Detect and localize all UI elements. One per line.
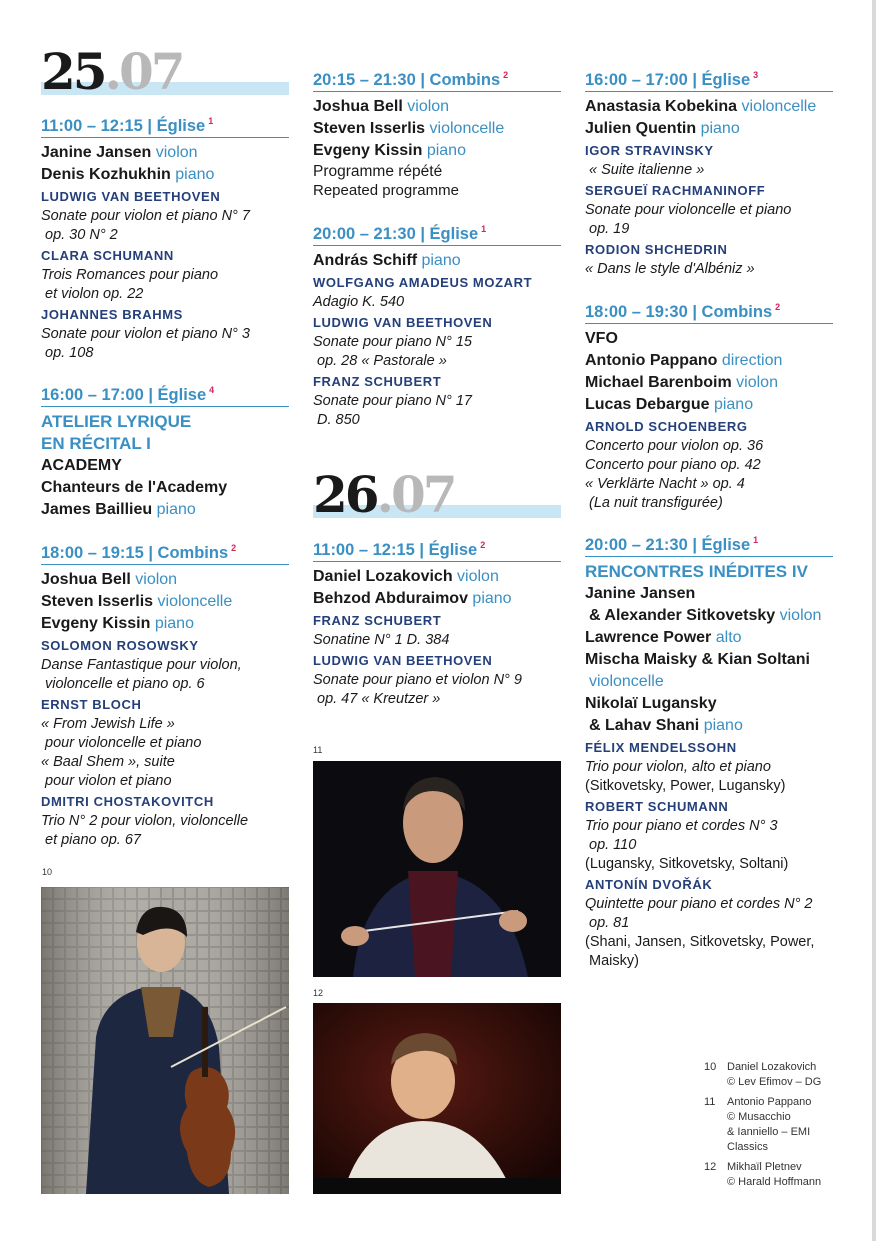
photo-number: 11 bbox=[313, 745, 323, 755]
composer: SERGUEÏ RACHMANINOFF bbox=[585, 183, 766, 198]
date-label: 25.07 bbox=[41, 42, 183, 101]
composer: FÉLIX MENDELSSOHN bbox=[585, 740, 737, 755]
performer: Joshua Bell violon bbox=[41, 571, 178, 588]
event-title: ATELIER LYRIQUE bbox=[41, 412, 192, 431]
concert-block bbox=[313, 534, 561, 709]
composer: JOHANNES BRAHMS bbox=[41, 307, 183, 322]
performer: Mischa Maisky & Kian Soltani bbox=[585, 651, 810, 668]
page-edge bbox=[872, 0, 876, 1241]
concert-block bbox=[313, 64, 561, 200]
composer: WOLFGANG AMADEUS MOZART bbox=[313, 275, 533, 290]
concert-block bbox=[41, 537, 289, 850]
performer: András Schiff piano bbox=[313, 252, 461, 269]
event-title: RENCONTRES INÉDITES IV bbox=[585, 562, 808, 581]
session-heading: 20:15 – 21:30 | Combins $^2$ bbox=[313, 64, 561, 92]
work: Sonate pour violon et piano N° 7 op. 30 N° 2 bbox=[41, 208, 250, 243]
composer: LUDWIG VAN BEETHOVEN bbox=[313, 653, 493, 668]
performer: Janine Jansen bbox=[585, 585, 696, 602]
concert-block bbox=[585, 64, 833, 279]
work: Sonate pour piano et violon N° 9 op. 47 « Kreutzer » bbox=[313, 672, 522, 707]
work: « Dans le style d'Albéniz » bbox=[585, 261, 755, 277]
performer: Janine Jansen violon bbox=[41, 144, 198, 161]
credit-item: 10 Daniel Lozakovich © Lev Efimov – DG bbox=[704, 1061, 822, 1088]
work: « From Jewish Life » pour violoncelle et piano « Baal Shem », suite pour violon et piano bbox=[41, 716, 202, 789]
performer: Lawrence Power alto bbox=[585, 629, 742, 646]
work: Trio N° 2 pour violon, violoncelle et piano op. 67 bbox=[41, 813, 249, 848]
session-heading: 20:00 – 21:30 | Église $^1$ bbox=[313, 218, 561, 246]
performer: Chanteurs de l'Academy bbox=[41, 479, 228, 496]
performers-note: (Sitkovetsky, Power, Lugansky) bbox=[585, 778, 786, 794]
composer: CLARA SCHUMANN bbox=[41, 248, 174, 263]
composer: ERNST BLOCH bbox=[41, 697, 142, 712]
work: Trio pour piano et cordes N° 3 op. 110 bbox=[585, 818, 778, 853]
note: Programme répété bbox=[313, 163, 443, 180]
session-heading: 11:00 – 12:15 | Église $^1$ bbox=[41, 110, 289, 138]
performer: Steven Isserlis violoncelle bbox=[313, 120, 505, 137]
date-label: 26.07 bbox=[313, 465, 455, 524]
work: Sonatine N° 1 D. 384 bbox=[313, 632, 450, 648]
session-heading: 16:00 – 17:00 | Église $^3$ bbox=[585, 64, 833, 92]
note: Repeated programme bbox=[313, 182, 459, 199]
pianist-photo bbox=[313, 1003, 561, 1194]
composer: IGOR STRAVINSKY bbox=[585, 143, 714, 158]
date-header-25-07 bbox=[41, 42, 289, 101]
composer: FRANZ SCHUBERT bbox=[313, 374, 442, 389]
concert-block bbox=[313, 218, 561, 430]
concert-block bbox=[585, 296, 833, 513]
work: Concerto pour violon op. 36 Concerto pour piano op. 42 « Verklärte Nacht » op. 4 (La nuit transfigurée) bbox=[585, 438, 764, 511]
performer: Steven Isserlis violoncelle bbox=[41, 593, 233, 610]
performers-note: (Lugansky, Sitkovetsky, Soltani) bbox=[585, 856, 789, 872]
photo-number: 10 bbox=[42, 867, 53, 877]
performer: Denis Kozhukhin piano bbox=[41, 166, 215, 183]
performer-role: violoncelle bbox=[589, 673, 664, 690]
performer: Joshua Bell violon bbox=[313, 98, 450, 115]
session-heading: 20:00 – 21:30 | Église $^1$ bbox=[585, 529, 833, 557]
composer: ANTONÍN DVOŘÁK bbox=[585, 877, 713, 892]
performer: Julien Quentin piano bbox=[585, 120, 740, 137]
session-heading: 18:00 – 19:30 | Combins $^2$ bbox=[585, 296, 833, 324]
performer: Michael Barenboim violon bbox=[585, 374, 778, 391]
performer: Evgeny Kissin piano bbox=[313, 142, 466, 159]
performer: & Alexander Sitkovetsky violon bbox=[589, 607, 822, 624]
concert-block bbox=[41, 379, 289, 521]
conductor-photo bbox=[313, 761, 561, 977]
performer: Nikolaï Lugansky bbox=[585, 695, 717, 712]
performer: Daniel Lozakovich violon bbox=[313, 568, 499, 585]
composer: ROBERT SCHUMANN bbox=[585, 799, 729, 814]
photo-number: 12 bbox=[313, 988, 324, 998]
performer: Lucas Debargue piano bbox=[585, 396, 754, 413]
date-header-26-07 bbox=[313, 465, 561, 524]
work: Trois Romances pour piano et violon op. 22 bbox=[41, 267, 219, 302]
concert-block bbox=[585, 529, 833, 971]
work: Adagio K. 540 bbox=[313, 294, 405, 310]
violinist-photo bbox=[41, 887, 289, 1194]
composer: LUDWIG VAN BEETHOVEN bbox=[41, 189, 221, 204]
photo-daniel-lozakovich bbox=[41, 887, 289, 1194]
performer: ACADEMY bbox=[41, 457, 122, 474]
credit-item: 12 Mikhaïl Pletnev © Harald Hoffmann bbox=[704, 1161, 822, 1188]
composer: ARNOLD SCHOENBERG bbox=[585, 419, 748, 434]
work: Danse Fantastique pour violon, violoncelle et piano op. 6 bbox=[41, 657, 242, 692]
performers-note: (Shani, Jansen, Sitkovetsky, Power, bbox=[585, 934, 815, 950]
work: Sonate pour violoncelle et piano op. 19 bbox=[585, 202, 792, 237]
photo-credits bbox=[704, 1060, 844, 1195]
session-heading: 11:00 – 12:15 | Église $^2$ bbox=[313, 534, 561, 562]
performer: Anastasia Kobekina violoncelle bbox=[585, 98, 817, 115]
session-heading: 18:00 – 19:15 | Combins $^2$ bbox=[41, 537, 289, 565]
session-heading: 16:00 – 17:00 | Église $^4$ bbox=[41, 379, 289, 407]
event-title: EN RÉCITAL I bbox=[41, 434, 151, 453]
work: « Suite italienne » bbox=[589, 162, 705, 178]
work: Quintette pour piano et cordes N° 2 op. 81 bbox=[585, 896, 813, 931]
composer: DMITRI CHOSTAKOVITCH bbox=[41, 794, 214, 809]
performer: & Lahav Shani piano bbox=[589, 717, 743, 734]
work: Sonate pour piano N° 15 op. 28 « Pastorale » bbox=[313, 334, 472, 369]
composer: FRANZ SCHUBERT bbox=[313, 613, 442, 628]
work: Sonate pour violon et piano N° 3 op. 108 bbox=[41, 326, 250, 361]
performer: Behzod Abduraimov piano bbox=[313, 590, 512, 607]
composer: SOLOMON ROSOWSKY bbox=[41, 638, 199, 653]
composer: RODION SHCHEDRIN bbox=[585, 242, 728, 257]
performer: Antonio Pappano direction bbox=[585, 352, 783, 369]
performer: VFO bbox=[585, 330, 618, 347]
performer: Evgeny Kissin piano bbox=[41, 615, 194, 632]
performer: James Baillieu piano bbox=[41, 501, 196, 518]
work: Sonate pour piano N° 17 D. 850 bbox=[313, 393, 472, 428]
credit-item: 11 Antonio Pappano © Musacchio & Ianniello – EMI Classics bbox=[704, 1096, 812, 1153]
performers-note: Maisky) bbox=[589, 953, 639, 969]
photo-antonio-pappano bbox=[313, 761, 561, 977]
composer: LUDWIG VAN BEETHOVEN bbox=[313, 315, 493, 330]
work: Trio pour violon, alto et piano bbox=[585, 759, 771, 775]
concert-block bbox=[41, 110, 289, 363]
photo-mikhail-pletnev bbox=[313, 1003, 561, 1194]
